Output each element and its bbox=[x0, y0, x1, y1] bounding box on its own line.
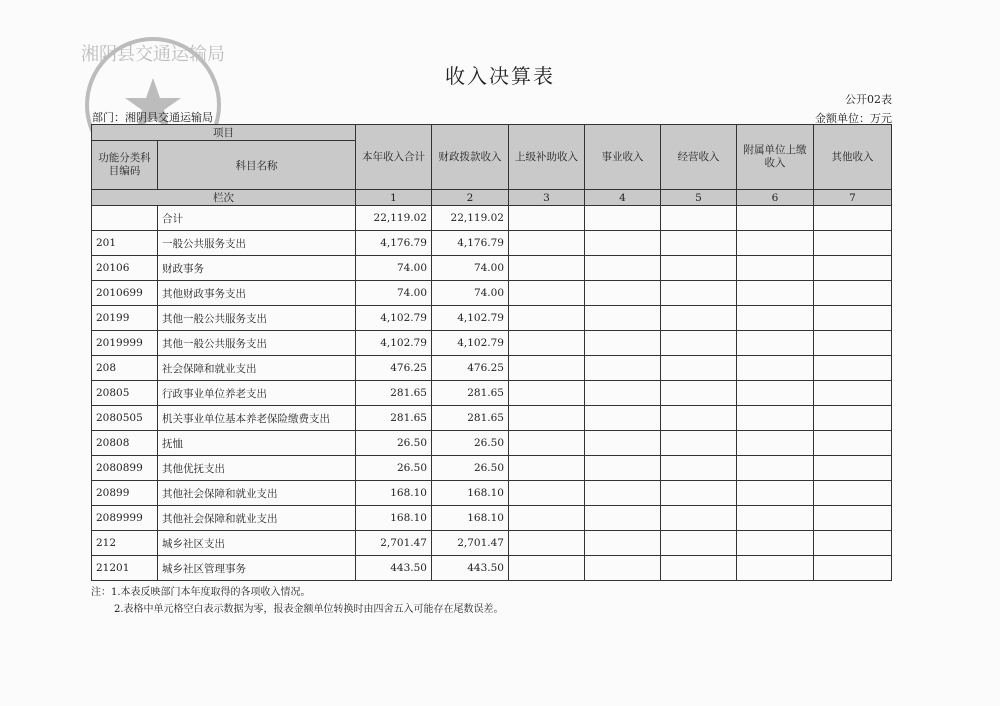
row-name-cell: 合计 bbox=[158, 206, 356, 231]
col-number-2: 2 bbox=[432, 190, 509, 206]
row-total-income-cell: 26.50 bbox=[356, 431, 432, 456]
header-row-label: 栏次 bbox=[92, 190, 356, 206]
row-superior-subsidy-cell bbox=[509, 481, 585, 506]
table-row bbox=[92, 331, 892, 356]
row-fiscal-allocation-cell: 168.10 bbox=[432, 506, 509, 531]
row-name-cell: 其他社会保障和就业支出 bbox=[158, 481, 356, 506]
header-affiliate-income: 附属单位上缴收入 bbox=[737, 125, 814, 190]
table-row bbox=[92, 231, 892, 256]
row-other-income-cell bbox=[814, 406, 892, 431]
table-row bbox=[92, 381, 892, 406]
row-name-cell: 抚恤 bbox=[158, 431, 356, 456]
row-other-income-cell bbox=[814, 481, 892, 506]
col-number-4: 4 bbox=[585, 190, 661, 206]
col-number-7: 7 bbox=[814, 190, 892, 206]
row-superior-subsidy-cell bbox=[509, 406, 585, 431]
row-superior-subsidy-cell bbox=[509, 356, 585, 381]
row-fiscal-allocation-cell: 74.00 bbox=[432, 256, 509, 281]
col-number-1: 1 bbox=[356, 190, 432, 206]
row-affiliate-income-cell bbox=[737, 556, 814, 581]
row-fiscal-allocation-cell: 168.10 bbox=[432, 481, 509, 506]
row-name-cell: 社会保障和就业支出 bbox=[158, 356, 356, 381]
row-code-cell: 2010699 bbox=[92, 281, 158, 306]
row-total-income-cell: 4,176.79 bbox=[356, 231, 432, 256]
row-name-cell: 行政事业单位养老支出 bbox=[158, 381, 356, 406]
row-name-cell: 其他财政事务支出 bbox=[158, 281, 356, 306]
row-superior-subsidy-cell bbox=[509, 331, 585, 356]
row-fiscal-allocation-cell: 26.50 bbox=[432, 456, 509, 481]
header-superior-subsidy: 上级补助收入 bbox=[509, 125, 585, 190]
row-other-income-cell bbox=[814, 531, 892, 556]
row-other-income-cell bbox=[814, 381, 892, 406]
row-affiliate-income-cell bbox=[737, 481, 814, 506]
table-row bbox=[92, 306, 892, 331]
row-affiliate-income-cell bbox=[737, 306, 814, 331]
row-operating-income-cell bbox=[661, 206, 737, 231]
row-other-income-cell bbox=[814, 306, 892, 331]
row-other-income-cell bbox=[814, 356, 892, 381]
row-total-income-cell: 74.00 bbox=[356, 281, 432, 306]
row-fiscal-allocation-cell: 4,176.79 bbox=[432, 231, 509, 256]
row-fiscal-allocation-cell: 4,102.79 bbox=[432, 331, 509, 356]
row-superior-subsidy-cell bbox=[509, 256, 585, 281]
row-fiscal-allocation-cell: 26.50 bbox=[432, 431, 509, 456]
row-other-income-cell bbox=[814, 431, 892, 456]
header-item: 项目 bbox=[92, 125, 356, 141]
income-report-table bbox=[91, 124, 892, 581]
row-affiliate-income-cell bbox=[737, 281, 814, 306]
row-superior-subsidy-cell bbox=[509, 556, 585, 581]
row-business-income-cell bbox=[585, 406, 661, 431]
row-business-income-cell bbox=[585, 456, 661, 481]
row-superior-subsidy-cell bbox=[509, 431, 585, 456]
col-number-3: 3 bbox=[509, 190, 585, 206]
row-superior-subsidy-cell bbox=[509, 281, 585, 306]
row-affiliate-income-cell bbox=[737, 431, 814, 456]
row-fiscal-allocation-cell: 4,102.79 bbox=[432, 306, 509, 331]
row-affiliate-income-cell bbox=[737, 256, 814, 281]
row-total-income-cell: 476.25 bbox=[356, 356, 432, 381]
header-func-code: 功能分类科目编码 bbox=[92, 141, 158, 190]
row-business-income-cell bbox=[585, 531, 661, 556]
row-other-income-cell bbox=[814, 506, 892, 531]
row-name-cell: 机关事业单位基本养老保险缴费支出 bbox=[158, 406, 356, 431]
row-name-cell: 其他一般公共服务支出 bbox=[158, 306, 356, 331]
row-fiscal-allocation-cell: 2,701.47 bbox=[432, 531, 509, 556]
row-total-income-cell: 4,102.79 bbox=[356, 331, 432, 356]
row-superior-subsidy-cell bbox=[509, 306, 585, 331]
row-other-income-cell bbox=[814, 206, 892, 231]
row-other-income-cell bbox=[814, 456, 892, 481]
row-affiliate-income-cell bbox=[737, 531, 814, 556]
header-total-income: 本年收入合计 bbox=[356, 125, 432, 190]
row-operating-income-cell bbox=[661, 381, 737, 406]
row-other-income-cell bbox=[814, 556, 892, 581]
row-superior-subsidy-cell bbox=[509, 231, 585, 256]
table-row bbox=[92, 256, 892, 281]
row-total-income-cell: 168.10 bbox=[356, 506, 432, 531]
row-code-cell: 20805 bbox=[92, 381, 158, 406]
row-affiliate-income-cell bbox=[737, 206, 814, 231]
table-body bbox=[92, 206, 892, 581]
row-total-income-cell: 4,102.79 bbox=[356, 306, 432, 331]
row-fiscal-allocation-cell: 476.25 bbox=[432, 356, 509, 381]
row-operating-income-cell bbox=[661, 556, 737, 581]
row-total-income-cell: 26.50 bbox=[356, 456, 432, 481]
row-business-income-cell bbox=[585, 256, 661, 281]
row-name-cell: 城乡社区支出 bbox=[158, 531, 356, 556]
table-row bbox=[92, 481, 892, 506]
row-operating-income-cell bbox=[661, 306, 737, 331]
table-row bbox=[92, 431, 892, 456]
row-code-cell: 2019999 bbox=[92, 331, 158, 356]
row-code-cell: 21201 bbox=[92, 556, 158, 581]
row-superior-subsidy-cell bbox=[509, 506, 585, 531]
header-business-income: 事业收入 bbox=[585, 125, 661, 190]
table-row bbox=[92, 206, 892, 231]
department-label: 部门：湘阴县交通运输局 bbox=[92, 111, 213, 124]
row-code-cell: 208 bbox=[92, 356, 158, 381]
row-business-income-cell bbox=[585, 206, 661, 231]
row-total-income-cell: 281.65 bbox=[356, 381, 432, 406]
form-code: 公开02表 bbox=[845, 93, 892, 106]
row-other-income-cell bbox=[814, 256, 892, 281]
row-superior-subsidy-cell bbox=[509, 456, 585, 481]
note-2: 2.表格中单元格空白表示数据为零，报表金额单位转换时由四舍五入可能存在尾数误差。 bbox=[114, 604, 504, 615]
row-business-income-cell bbox=[585, 381, 661, 406]
header-subject-name: 科目名称 bbox=[158, 141, 356, 190]
row-affiliate-income-cell bbox=[737, 506, 814, 531]
row-code-cell: 20899 bbox=[92, 481, 158, 506]
note-1: 注：1.本表反映部门本年度取得的各项收入情况。 bbox=[91, 587, 311, 598]
row-operating-income-cell bbox=[661, 531, 737, 556]
table-row bbox=[92, 281, 892, 306]
header-fiscal-allocation: 财政拨款收入 bbox=[432, 125, 509, 190]
row-code-cell: 201 bbox=[92, 231, 158, 256]
row-fiscal-allocation-cell: 281.65 bbox=[432, 406, 509, 431]
row-operating-income-cell bbox=[661, 231, 737, 256]
table-row bbox=[92, 531, 892, 556]
row-affiliate-income-cell bbox=[737, 456, 814, 481]
row-total-income-cell: 22,119.02 bbox=[356, 206, 432, 231]
row-name-cell: 财政事务 bbox=[158, 256, 356, 281]
row-affiliate-income-cell bbox=[737, 381, 814, 406]
row-operating-income-cell bbox=[661, 406, 737, 431]
row-code-cell: 212 bbox=[92, 531, 158, 556]
row-business-income-cell bbox=[585, 481, 661, 506]
row-total-income-cell: 74.00 bbox=[356, 256, 432, 281]
row-business-income-cell bbox=[585, 356, 661, 381]
row-code-cell: 2089999 bbox=[92, 506, 158, 531]
row-operating-income-cell bbox=[661, 506, 737, 531]
row-name-cell: 其他社会保障和就业支出 bbox=[158, 506, 356, 531]
table-row bbox=[92, 406, 892, 431]
row-operating-income-cell bbox=[661, 281, 737, 306]
row-operating-income-cell bbox=[661, 256, 737, 281]
table-row bbox=[92, 356, 892, 381]
row-code-cell: 20199 bbox=[92, 306, 158, 331]
row-name-cell: 其他一般公共服务支出 bbox=[158, 331, 356, 356]
row-name-cell: 其他优抚支出 bbox=[158, 456, 356, 481]
table-row bbox=[92, 506, 892, 531]
row-other-income-cell bbox=[814, 281, 892, 306]
row-business-income-cell bbox=[585, 556, 661, 581]
row-code-cell: 2080899 bbox=[92, 456, 158, 481]
row-fiscal-allocation-cell: 74.00 bbox=[432, 281, 509, 306]
row-operating-income-cell bbox=[661, 431, 737, 456]
table-row bbox=[92, 556, 892, 581]
header-operating-income: 经营收入 bbox=[661, 125, 737, 190]
row-business-income-cell bbox=[585, 331, 661, 356]
row-affiliate-income-cell bbox=[737, 331, 814, 356]
col-number-5: 5 bbox=[661, 190, 737, 206]
row-superior-subsidy-cell bbox=[509, 206, 585, 231]
row-code-cell: 20106 bbox=[92, 256, 158, 281]
row-name-cell: 城乡社区管理事务 bbox=[158, 556, 356, 581]
row-code-cell: 20808 bbox=[92, 431, 158, 456]
row-business-income-cell bbox=[585, 306, 661, 331]
row-operating-income-cell bbox=[661, 356, 737, 381]
row-affiliate-income-cell bbox=[737, 356, 814, 381]
row-business-income-cell bbox=[585, 281, 661, 306]
row-fiscal-allocation-cell: 22,119.02 bbox=[432, 206, 509, 231]
row-total-income-cell: 2,701.47 bbox=[356, 531, 432, 556]
row-superior-subsidy-cell bbox=[509, 531, 585, 556]
row-operating-income-cell bbox=[661, 481, 737, 506]
row-total-income-cell: 443.50 bbox=[356, 556, 432, 581]
row-business-income-cell bbox=[585, 506, 661, 531]
row-total-income-cell: 281.65 bbox=[356, 406, 432, 431]
row-operating-income-cell bbox=[661, 331, 737, 356]
row-business-income-cell bbox=[585, 431, 661, 456]
amount-unit: 金额单位：万元 bbox=[815, 112, 892, 125]
row-superior-subsidy-cell bbox=[509, 381, 585, 406]
row-other-income-cell bbox=[814, 331, 892, 356]
row-operating-income-cell bbox=[661, 456, 737, 481]
row-total-income-cell: 168.10 bbox=[356, 481, 432, 506]
table-row bbox=[92, 456, 892, 481]
row-affiliate-income-cell bbox=[737, 406, 814, 431]
page-title: 收入决算表 bbox=[445, 64, 555, 88]
row-fiscal-allocation-cell: 443.50 bbox=[432, 556, 509, 581]
row-name-cell: 一般公共服务支出 bbox=[158, 231, 356, 256]
row-code-cell: 2080505 bbox=[92, 406, 158, 431]
row-other-income-cell bbox=[814, 231, 892, 256]
row-affiliate-income-cell bbox=[737, 231, 814, 256]
row-business-income-cell bbox=[585, 231, 661, 256]
row-code-cell bbox=[92, 206, 158, 231]
col-number-6: 6 bbox=[737, 190, 814, 206]
row-fiscal-allocation-cell: 281.65 bbox=[432, 381, 509, 406]
header-other-income: 其他收入 bbox=[814, 125, 892, 190]
svg-text:湘阴县交通运输局: 湘阴县交通运输局 bbox=[81, 44, 225, 65]
